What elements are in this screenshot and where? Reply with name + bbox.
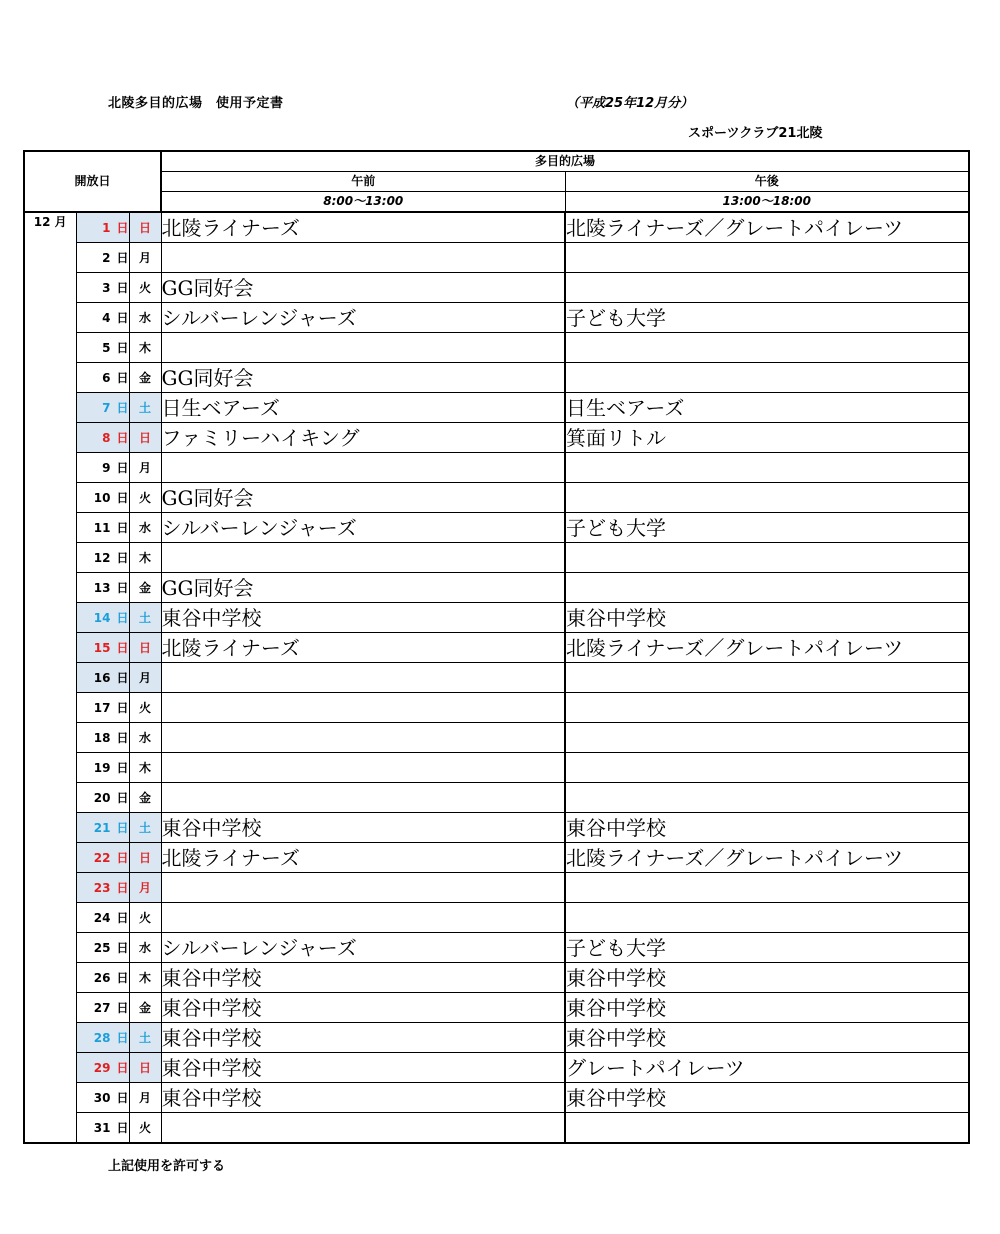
day-suffix: 日 [116, 821, 129, 835]
day-cell [76, 393, 129, 423]
day-number: 18 [93, 731, 111, 745]
day-cell [76, 753, 129, 783]
schedule-row [24, 333, 969, 363]
day-cell [76, 663, 129, 693]
day-suffix: 日 [116, 341, 129, 355]
pm-booking [565, 783, 969, 813]
pm-booking: 東谷中学校 [565, 603, 969, 633]
day-number: 28 [93, 1031, 111, 1045]
am-booking [161, 1113, 565, 1144]
day-number: 15 [93, 641, 111, 655]
am-booking: ファミリーハイキング [161, 423, 565, 453]
day-number: 23 [93, 881, 111, 895]
am-booking: 北陵ライナーズ [161, 212, 565, 243]
day-number: 25 [93, 941, 111, 955]
day-suffix: 日 [116, 641, 129, 655]
day-suffix: 日 [116, 311, 129, 325]
schedule-row [24, 633, 969, 663]
day-suffix: 日 [116, 1001, 129, 1015]
weekday-cell: 月 [129, 453, 161, 483]
schedule-row [24, 723, 969, 753]
pm-booking: 日生ベアーズ [565, 393, 969, 423]
day-cell [76, 693, 129, 723]
approval-note: 上記使用を許可する [108, 1159, 226, 1174]
day-cell [76, 783, 129, 813]
day-suffix: 日 [116, 551, 129, 565]
am-booking: GG同好会 [161, 273, 565, 303]
am-booking: GG同好会 [161, 483, 565, 513]
schedule-row [24, 513, 969, 543]
day-cell [76, 1053, 129, 1083]
day-cell [76, 873, 129, 903]
weekday-cell: 月 [129, 873, 161, 903]
day-number: 24 [93, 911, 111, 925]
pm-booking: 北陵ライナーズ／グレートパイレーツ [565, 843, 969, 873]
weekday-cell: 金 [129, 783, 161, 813]
schedule-row [24, 693, 969, 723]
day-suffix: 日 [116, 401, 129, 415]
schedule-row [24, 933, 969, 963]
pm-booking [565, 1113, 969, 1144]
am-booking: GG同好会 [161, 573, 565, 603]
day-suffix: 日 [116, 911, 129, 925]
schedule-row [24, 843, 969, 873]
pm-booking: 北陵ライナーズ／グレートパイレーツ [565, 212, 969, 243]
schedule-row [24, 1053, 969, 1083]
day-number: 4 [102, 311, 111, 325]
weekday-cell: 木 [129, 333, 161, 363]
weekday-cell: 金 [129, 573, 161, 603]
day-suffix: 日 [116, 1091, 129, 1105]
day-number: 29 [93, 1061, 111, 1075]
day-number: 20 [93, 791, 111, 805]
day-cell [76, 243, 129, 273]
schedule-row [24, 873, 969, 903]
day-number: 14 [93, 611, 111, 625]
am-booking: 北陵ライナーズ [161, 843, 565, 873]
weekday-cell: 水 [129, 723, 161, 753]
day-cell [76, 1083, 129, 1113]
pm-booking: 北陵ライナーズ／グレートパイレーツ [565, 633, 969, 663]
day-cell [76, 333, 129, 363]
period-label: （平成25年12月分） [566, 96, 694, 111]
weekday-cell: 水 [129, 933, 161, 963]
day-cell [76, 813, 129, 843]
day-cell [76, 212, 129, 243]
day-number: 27 [93, 1001, 111, 1015]
day-number: 16 [93, 671, 111, 685]
weekday-cell: 土 [129, 393, 161, 423]
day-cell [76, 843, 129, 873]
day-suffix: 日 [116, 431, 129, 445]
weekday-cell: 木 [129, 753, 161, 783]
weekday-cell: 土 [129, 813, 161, 843]
pm-booking [565, 723, 969, 753]
day-number: 7 [102, 401, 111, 415]
am-time: 8:00～13:00 [161, 192, 565, 213]
am-booking: シルバーレンジャーズ [161, 513, 565, 543]
pm-booking [565, 363, 969, 393]
pm-booking: 東谷中学校 [565, 813, 969, 843]
day-suffix: 日 [116, 251, 129, 265]
day-cell [76, 303, 129, 333]
weekday-cell: 木 [129, 543, 161, 573]
pm-booking: 箕面リトル [565, 423, 969, 453]
am-booking [161, 333, 565, 363]
day-number: 10 [93, 491, 111, 505]
pm-booking [565, 693, 969, 723]
schedule-row [24, 783, 969, 813]
pm-booking: 東谷中学校 [565, 993, 969, 1023]
pm-booking: 東谷中学校 [565, 1023, 969, 1053]
schedule-row [24, 813, 969, 843]
day-suffix: 日 [116, 971, 129, 985]
schedule-row [24, 212, 969, 243]
schedule-table [23, 150, 970, 1144]
weekday-cell: 火 [129, 483, 161, 513]
am-booking [161, 693, 565, 723]
day-cell [76, 273, 129, 303]
pm-booking: 東谷中学校 [565, 1083, 969, 1113]
day-cell [76, 723, 129, 753]
am-booking: 東谷中学校 [161, 1083, 565, 1113]
day-number: 11 [93, 521, 111, 535]
weekday-cell: 土 [129, 1023, 161, 1053]
schedule-row [24, 963, 969, 993]
am-booking [161, 873, 565, 903]
day-cell [76, 1113, 129, 1144]
day-suffix: 日 [116, 491, 129, 505]
day-suffix: 日 [116, 761, 129, 775]
am-booking [161, 663, 565, 693]
am-booking [161, 543, 565, 573]
pm-booking [565, 453, 969, 483]
weekday-cell: 日 [129, 633, 161, 663]
am-booking: 東谷中学校 [161, 813, 565, 843]
am-booking: シルバーレンジャーズ [161, 303, 565, 333]
document-title: 北陵多目的広場 使用予定書 [108, 96, 284, 111]
day-number: 9 [102, 461, 111, 475]
weekday-cell: 水 [129, 303, 161, 333]
pm-booking [565, 333, 969, 363]
schedule-row [24, 1113, 969, 1144]
am-booking: GG同好会 [161, 363, 565, 393]
weekday-cell: 月 [129, 1083, 161, 1113]
weekday-cell: 金 [129, 993, 161, 1023]
pm-booking [565, 243, 969, 273]
schedule-row [24, 393, 969, 423]
day-number: 13 [93, 581, 111, 595]
am-booking: 東谷中学校 [161, 993, 565, 1023]
day-suffix: 日 [116, 791, 129, 805]
pm-booking [565, 753, 969, 783]
day-number: 2 [102, 251, 111, 265]
day-suffix: 日 [116, 461, 129, 475]
day-suffix: 日 [116, 851, 129, 865]
weekday-cell: 日 [129, 1053, 161, 1083]
schedule-row [24, 453, 969, 483]
day-suffix: 日 [116, 671, 129, 685]
day-cell [76, 573, 129, 603]
day-number: 26 [93, 971, 111, 985]
schedule-row [24, 483, 969, 513]
weekday-cell: 火 [129, 693, 161, 723]
day-suffix: 日 [116, 701, 129, 715]
weekday-cell: 木 [129, 963, 161, 993]
day-suffix: 日 [116, 1061, 129, 1075]
day-number: 5 [102, 341, 111, 355]
day-suffix: 日 [116, 521, 129, 535]
day-cell [76, 633, 129, 663]
schedule-row [24, 993, 969, 1023]
schedule-body [24, 212, 969, 1143]
pm-booking [565, 663, 969, 693]
am-booking [161, 903, 565, 933]
weekday-cell: 月 [129, 663, 161, 693]
day-number: 21 [93, 821, 111, 835]
am-booking [161, 753, 565, 783]
pm-booking: 子ども大学 [565, 303, 969, 333]
day-cell [76, 453, 129, 483]
weekday-cell: 火 [129, 273, 161, 303]
weekday-cell: 水 [129, 513, 161, 543]
day-suffix: 日 [116, 941, 129, 955]
weekday-cell: 日 [129, 423, 161, 453]
day-number: 30 [93, 1091, 111, 1105]
day-cell [76, 423, 129, 453]
facility-header: 多目的広場 [161, 151, 969, 172]
month-cell: 12 月 [24, 212, 76, 1143]
pm-booking: グレートパイレーツ [565, 1053, 969, 1083]
schedule-row [24, 423, 969, 453]
day-cell [76, 483, 129, 513]
am-booking [161, 783, 565, 813]
day-suffix: 日 [116, 581, 129, 595]
am-booking: 北陵ライナーズ [161, 633, 565, 663]
am-booking: 東谷中学校 [161, 1053, 565, 1083]
day-suffix: 日 [116, 221, 129, 235]
am-booking: 東谷中学校 [161, 603, 565, 633]
day-suffix: 日 [116, 881, 129, 895]
weekday-cell: 日 [129, 212, 161, 243]
organization-name: スポーツクラブ21北陵 [688, 126, 823, 141]
schedule-row [24, 1083, 969, 1113]
pm-booking: 子ども大学 [565, 933, 969, 963]
day-cell [76, 993, 129, 1023]
day-cell [76, 1023, 129, 1053]
day-suffix: 日 [116, 611, 129, 625]
am-booking: シルバーレンジャーズ [161, 933, 565, 963]
day-number: 8 [102, 431, 111, 445]
schedule-row [24, 573, 969, 603]
schedule-row [24, 543, 969, 573]
day-cell [76, 603, 129, 633]
weekday-cell: 月 [129, 243, 161, 273]
day-number: 1 [102, 221, 111, 235]
schedule-row [24, 303, 969, 333]
day-cell [76, 903, 129, 933]
schedule-row [24, 273, 969, 303]
am-booking: 東谷中学校 [161, 1023, 565, 1053]
schedule-row [24, 603, 969, 633]
day-cell [76, 933, 129, 963]
day-cell [76, 363, 129, 393]
am-booking [161, 453, 565, 483]
day-number: 19 [93, 761, 111, 775]
day-suffix: 日 [116, 281, 129, 295]
am-booking [161, 723, 565, 753]
am-header: 午前 [161, 172, 565, 192]
schedule-row [24, 363, 969, 393]
day-number: 22 [93, 851, 111, 865]
day-number: 6 [102, 371, 111, 385]
pm-header: 午後 [565, 172, 969, 192]
am-booking: 東谷中学校 [161, 963, 565, 993]
schedule-row [24, 753, 969, 783]
day-number: 17 [93, 701, 111, 715]
schedule-row [24, 663, 969, 693]
day-number: 31 [93, 1121, 111, 1135]
schedule-row [24, 243, 969, 273]
day-cell [76, 963, 129, 993]
pm-booking: 東谷中学校 [565, 963, 969, 993]
day-number: 12 [93, 551, 111, 565]
pm-booking [565, 873, 969, 903]
day-suffix: 日 [116, 731, 129, 745]
pm-time: 13:00～18:00 [565, 192, 969, 213]
am-booking [161, 243, 565, 273]
day-cell [76, 513, 129, 543]
schedule-row [24, 903, 969, 933]
am-booking: 日生ベアーズ [161, 393, 565, 423]
weekday-cell: 火 [129, 903, 161, 933]
weekday-cell: 金 [129, 363, 161, 393]
day-cell [76, 543, 129, 573]
pm-booking [565, 903, 969, 933]
pm-booking [565, 573, 969, 603]
weekday-cell: 土 [129, 603, 161, 633]
pm-booking [565, 483, 969, 513]
weekday-cell: 日 [129, 843, 161, 873]
schedule-row [24, 1023, 969, 1053]
day-suffix: 日 [116, 371, 129, 385]
pm-booking [565, 543, 969, 573]
pm-booking [565, 273, 969, 303]
weekday-cell: 火 [129, 1113, 161, 1144]
pm-booking: 子ども大学 [565, 513, 969, 543]
day-suffix: 日 [116, 1121, 129, 1135]
open-day-header: 開放日 [24, 151, 161, 212]
day-suffix: 日 [116, 1031, 129, 1045]
day-number: 3 [102, 281, 111, 295]
